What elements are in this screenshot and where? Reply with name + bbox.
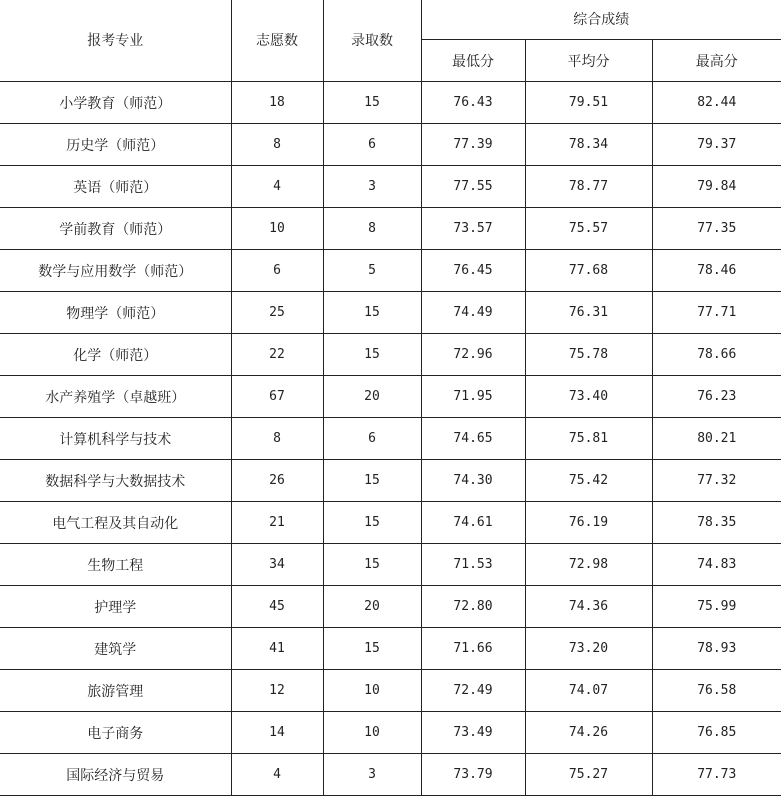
cell-min-score: 76.43 [421, 82, 525, 124]
cell-max-score: 78.66 [652, 334, 781, 376]
header-max-score: 最高分 [652, 40, 781, 82]
cell-avg-score: 79.51 [525, 82, 652, 124]
cell-major: 国际经济与贸易 [0, 754, 231, 796]
cell-max-score: 78.93 [652, 628, 781, 670]
cell-avg-score: 75.78 [525, 334, 652, 376]
cell-admitted: 5 [323, 250, 421, 292]
cell-applicants: 41 [231, 628, 323, 670]
cell-min-score: 72.49 [421, 670, 525, 712]
cell-applicants: 4 [231, 166, 323, 208]
cell-avg-score: 78.34 [525, 124, 652, 166]
table-row [0, 208, 781, 250]
cell-min-score: 74.65 [421, 418, 525, 460]
cell-admitted: 15 [323, 82, 421, 124]
cell-applicants: 6 [231, 250, 323, 292]
header-score-group: 综合成绩 [421, 0, 781, 40]
cell-max-score: 76.58 [652, 670, 781, 712]
cell-major: 生物工程 [0, 544, 231, 586]
cell-admitted: 15 [323, 292, 421, 334]
cell-avg-score: 74.26 [525, 712, 652, 754]
table-row [0, 292, 781, 334]
cell-min-score: 72.96 [421, 334, 525, 376]
cell-avg-score: 74.07 [525, 670, 652, 712]
cell-admitted: 10 [323, 670, 421, 712]
cell-admitted: 15 [323, 460, 421, 502]
cell-major: 电子商务 [0, 712, 231, 754]
cell-avg-score: 73.40 [525, 376, 652, 418]
cell-admitted: 10 [323, 712, 421, 754]
cell-min-score: 73.57 [421, 208, 525, 250]
cell-admitted: 15 [323, 334, 421, 376]
cell-admitted: 15 [323, 502, 421, 544]
cell-max-score: 77.32 [652, 460, 781, 502]
cell-major: 计算机科学与技术 [0, 418, 231, 460]
cell-max-score: 80.21 [652, 418, 781, 460]
cell-min-score: 72.80 [421, 586, 525, 628]
table-row [0, 250, 781, 292]
cell-max-score: 76.23 [652, 376, 781, 418]
cell-avg-score: 75.27 [525, 754, 652, 796]
cell-applicants: 18 [231, 82, 323, 124]
cell-applicants: 22 [231, 334, 323, 376]
cell-admitted: 15 [323, 544, 421, 586]
cell-avg-score: 74.36 [525, 586, 652, 628]
cell-applicants: 45 [231, 586, 323, 628]
cell-avg-score: 76.19 [525, 502, 652, 544]
cell-min-score: 71.95 [421, 376, 525, 418]
cell-applicants: 10 [231, 208, 323, 250]
cell-max-score: 74.83 [652, 544, 781, 586]
cell-min-score: 74.49 [421, 292, 525, 334]
cell-min-score: 73.79 [421, 754, 525, 796]
cell-major: 旅游管理 [0, 670, 231, 712]
cell-major: 小学教育（师范） [0, 82, 231, 124]
cell-major: 电气工程及其自动化 [0, 502, 231, 544]
cell-major: 数据科学与大数据技术 [0, 460, 231, 502]
table-row [0, 712, 781, 754]
cell-applicants: 14 [231, 712, 323, 754]
cell-max-score: 75.99 [652, 586, 781, 628]
cell-applicants: 4 [231, 754, 323, 796]
cell-max-score: 82.44 [652, 82, 781, 124]
cell-admitted: 20 [323, 586, 421, 628]
table-row [0, 460, 781, 502]
cell-major: 英语（师范） [0, 166, 231, 208]
cell-admitted: 3 [323, 754, 421, 796]
header-major: 报考专业 [0, 0, 231, 82]
cell-applicants: 12 [231, 670, 323, 712]
cell-max-score: 77.35 [652, 208, 781, 250]
cell-admitted: 15 [323, 628, 421, 670]
cell-avg-score: 76.31 [525, 292, 652, 334]
cell-major: 水产养殖学（卓越班） [0, 376, 231, 418]
cell-min-score: 71.53 [421, 544, 525, 586]
header-applicants: 志愿数 [231, 0, 323, 82]
table-row [0, 334, 781, 376]
table-row [0, 82, 781, 124]
cell-avg-score: 73.20 [525, 628, 652, 670]
header-row-top [0, 0, 781, 40]
cell-max-score: 77.71 [652, 292, 781, 334]
cell-admitted: 20 [323, 376, 421, 418]
cell-min-score: 74.61 [421, 502, 525, 544]
table-row [0, 124, 781, 166]
table-row [0, 544, 781, 586]
cell-avg-score: 75.42 [525, 460, 652, 502]
cell-admitted: 6 [323, 418, 421, 460]
header-avg-score: 平均分 [525, 40, 652, 82]
cell-max-score: 76.85 [652, 712, 781, 754]
cell-admitted: 8 [323, 208, 421, 250]
cell-major: 数学与应用数学（师范） [0, 250, 231, 292]
cell-min-score: 77.39 [421, 124, 525, 166]
cell-avg-score: 77.68 [525, 250, 652, 292]
cell-avg-score: 72.98 [525, 544, 652, 586]
cell-applicants: 26 [231, 460, 323, 502]
cell-min-score: 74.30 [421, 460, 525, 502]
cell-major: 学前教育（师范） [0, 208, 231, 250]
table-row [0, 754, 781, 796]
cell-avg-score: 78.77 [525, 166, 652, 208]
cell-avg-score: 75.81 [525, 418, 652, 460]
table-row [0, 586, 781, 628]
cell-major: 护理学 [0, 586, 231, 628]
header-min-score: 最低分 [421, 40, 525, 82]
cell-min-score: 71.66 [421, 628, 525, 670]
cell-max-score: 78.35 [652, 502, 781, 544]
cell-applicants: 25 [231, 292, 323, 334]
cell-max-score: 79.37 [652, 124, 781, 166]
cell-max-score: 79.84 [652, 166, 781, 208]
table-row [0, 418, 781, 460]
cell-applicants: 8 [231, 418, 323, 460]
cell-avg-score: 75.57 [525, 208, 652, 250]
cell-applicants: 67 [231, 376, 323, 418]
header-admitted: 录取数 [323, 0, 421, 82]
cell-min-score: 73.49 [421, 712, 525, 754]
cell-max-score: 77.73 [652, 754, 781, 796]
cell-applicants: 34 [231, 544, 323, 586]
cell-major: 化学（师范） [0, 334, 231, 376]
table-row [0, 502, 781, 544]
cell-admitted: 3 [323, 166, 421, 208]
cell-major: 建筑学 [0, 628, 231, 670]
table-row [0, 670, 781, 712]
table-row [0, 628, 781, 670]
cell-applicants: 21 [231, 502, 323, 544]
table-row [0, 166, 781, 208]
cell-admitted: 6 [323, 124, 421, 166]
table-row [0, 376, 781, 418]
cell-applicants: 8 [231, 124, 323, 166]
cell-max-score: 78.46 [652, 250, 781, 292]
cell-min-score: 77.55 [421, 166, 525, 208]
cell-major: 历史学（师范） [0, 124, 231, 166]
cell-major: 物理学（师范） [0, 292, 231, 334]
cell-min-score: 76.45 [421, 250, 525, 292]
